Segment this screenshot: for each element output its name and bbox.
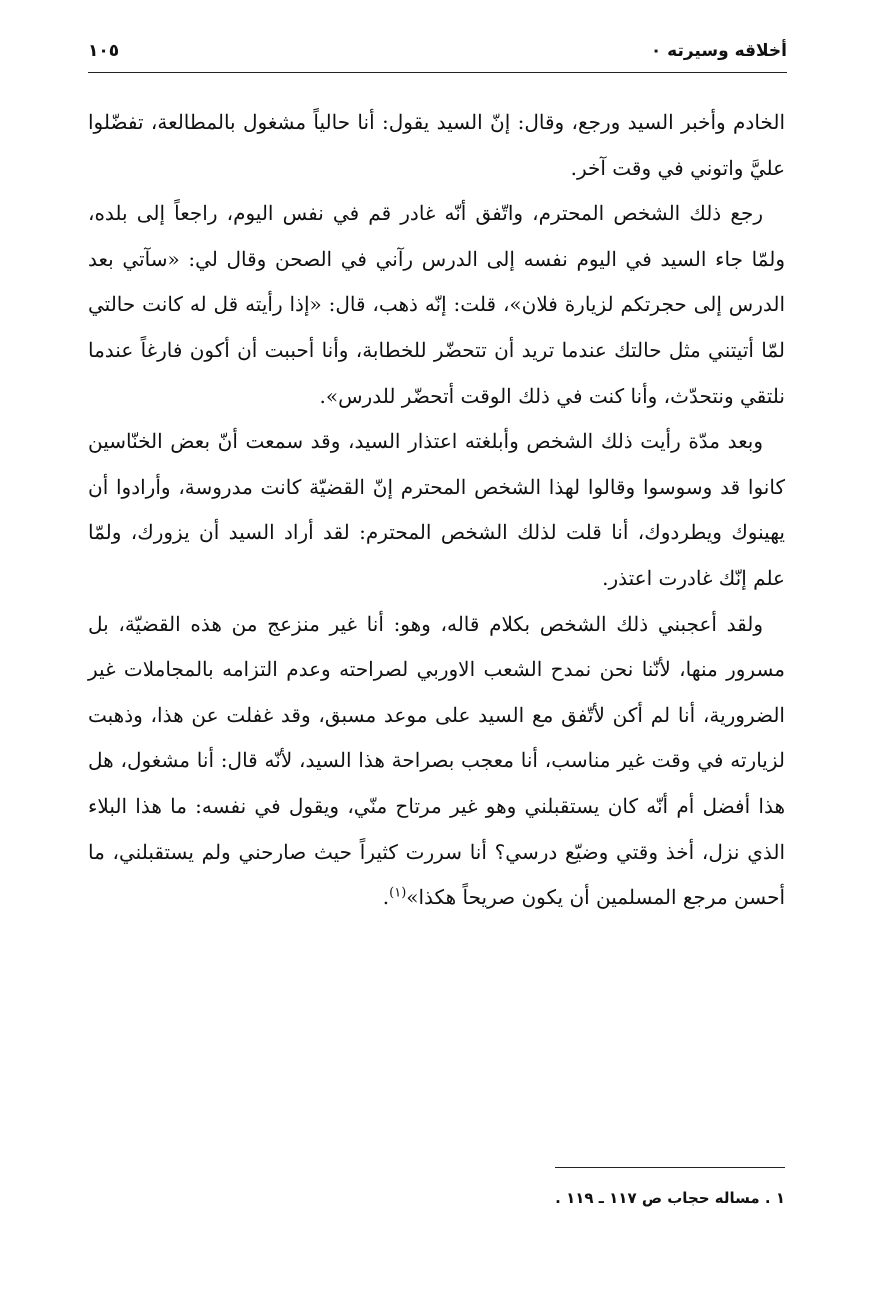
paragraph-4	[88, 602, 785, 921]
footnote: ١ . مساله حجاب ص ١١٧ ـ ١١٩ .	[555, 1189, 785, 1207]
body-text	[88, 100, 785, 921]
paragraph-4-text: ولقد أعجبني ذلك الشخص بكلام قاله، وهو: أنا غير منزعج من هذه القضيّة، بل مسرور منها، لأنّنا نحن نمدح الشعب الاوربي لصراحته وعدم التزامه بالمجاملات غير الضرورية، أنا لم أكن لأتّفق مع السيد على موعد مسبق، وقد غفلت عن هذا، وذهبت لزيارته في وقت غير مناسب، أنا معجب بصراحة هذا السيد، لأنّه قال: أنا مشغول، هل هذا أفضل أم أنّه كان يستقبلني وهو غير مرتاح منّي، ويقول في نفسه: ما هذا البلاء الذي نزل، أخذ وقتي وضيّع درسي؟ أنا سررت كثيراً حيث صارحني ولم يستقبلني، ما أحسن مرجع المسلمين أن يكون صريحاً هكذا»	[88, 611, 785, 910]
footnote-marker[interactable]: (١)	[389, 885, 407, 901]
paragraph-1: الخادم وأخبر السيد ورجع، وقال: إنّ السيد يقول: أنا حالياً مشغول بالمطالعة، تفضّلوا عليَّ واتوني في وقت آخر.	[88, 110, 785, 180]
paragraph-3: وبعد مدّة رأيت ذلك الشخص وأبلغته اعتذار السيد، وقد سمعت أنّ بعض الخنّاسين كانوا قد وسوسوا وقالوا لهذا الشخص المحترم إنّ القضيّة كانت مدروسة، وأرادوا أن يهينوك ويطردوك، أنا قلت لذلك الشخص المحترم: لقد أراد السيد أن يزورك، ولمّا علم إنّك غادرت اعتذر.	[88, 429, 785, 590]
running-title: أخلاقه وسيرته ٠	[650, 41, 787, 61]
final-punctuation: .	[382, 885, 390, 910]
footnote-rule	[555, 1167, 785, 1168]
paragraph-2: رجع ذلك الشخص المحترم، واتّفق أنّه غادر قم في نفس اليوم، راجعاً إلى بلده، ولمّا جاء السيد في اليوم نفسه إلى الدرس رآني في الصحن وقال لي: «سآتي بعد الدرس إلى حجرتكم لزيارة فلان»، قلت: إنّه ذهب، قال: «إذا رأيته قل له كانت حالتي لمّا أتيتني مثل حالتك عندما تريد أن تتحضّر للخطابة، وأنا أحببت أن أكون فارغاً عندما نلتقي ونتحدّث، وأنا كنت في ذلك الوقت أتحضّر للدرس».	[88, 201, 786, 408]
page-number: ١٠٥	[88, 41, 120, 61]
header-rule	[88, 72, 787, 73]
running-head	[88, 34, 787, 68]
